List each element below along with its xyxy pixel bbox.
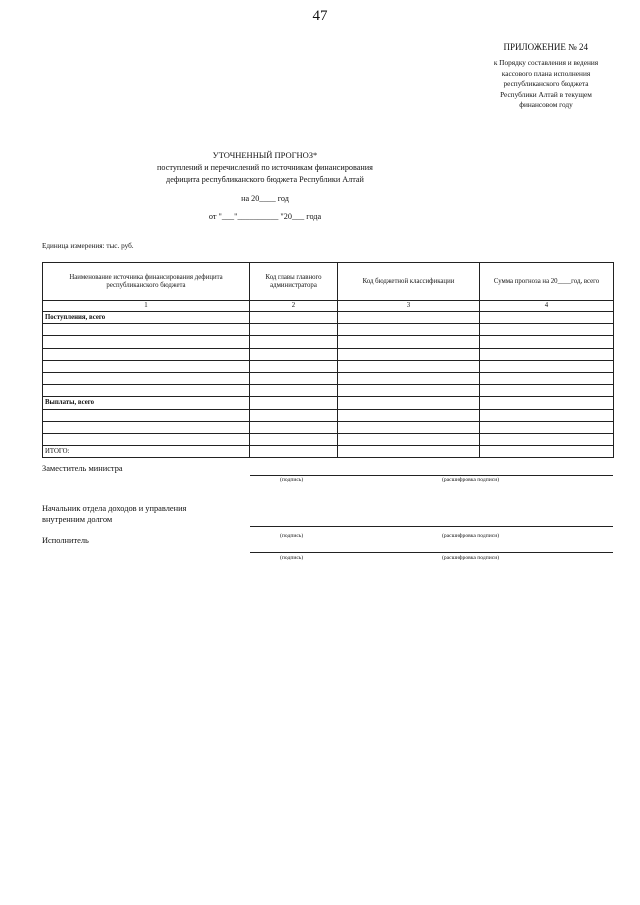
- signature-caption: (подпись): [280, 533, 304, 539]
- page-number: 47: [312, 8, 328, 24]
- table-row: [43, 421, 614, 433]
- table-row: [43, 397, 614, 409]
- appendix-line: к Порядку составления и ведения: [493, 58, 599, 67]
- table-row: [43, 385, 614, 397]
- appendix-title: ПРИЛОЖЕНИЕ № 24: [503, 42, 588, 52]
- appendix-note: [480, 58, 612, 111]
- appendix-line: республиканского бюджета: [503, 79, 589, 88]
- table-row: [43, 433, 614, 445]
- signature-line[interactable]: [250, 526, 613, 527]
- table-row: [43, 409, 614, 421]
- form-header: [140, 149, 390, 224]
- table-row: [43, 312, 614, 324]
- section-receipts: Поступления, всего: [43, 312, 250, 324]
- signature-caption: (подпись): [280, 477, 304, 483]
- decoding-caption: (расшифровка подписи): [442, 477, 500, 483]
- forecast-table: [42, 262, 614, 458]
- table-row: [43, 372, 614, 384]
- column-number: 3: [338, 301, 480, 312]
- table-row: [43, 360, 614, 372]
- column-number: 4: [480, 301, 614, 312]
- head-line: Начальник отдела доходов и управления: [42, 504, 187, 513]
- column-header: Код бюджетной классификации: [338, 263, 480, 301]
- decoding-caption: (расшифровка подписи): [442, 533, 500, 539]
- form-title: УТОЧНЕННЫЙ ПРОГНОЗ*: [212, 150, 318, 160]
- form-subtitle: поступлений и перечислений по источникам финансирования: [157, 162, 373, 172]
- year-line: на 20____ год: [241, 193, 289, 203]
- appendix-line: Республики Алтай в текущем: [500, 89, 592, 99]
- total-label: ИТОГО:: [43, 446, 250, 458]
- appendix-line: финансовом году: [519, 100, 573, 109]
- executor-label: Исполнитель: [42, 536, 89, 545]
- signature-line[interactable]: [250, 552, 613, 553]
- column-number: 2: [250, 301, 338, 312]
- signature-caption: (подпись): [280, 555, 304, 561]
- column-header: Сумма прогноза на 20____год, всего: [480, 263, 614, 301]
- column-header: Наименование источника финансирования дефицита республиканского бюджета: [43, 263, 250, 301]
- date-line: от "___"__________ "20___ года: [208, 212, 322, 221]
- signature-line[interactable]: [250, 475, 613, 476]
- column-number-row: [43, 301, 614, 312]
- table-row: [43, 446, 614, 458]
- column-number: 1: [43, 301, 250, 312]
- table-row: [43, 348, 614, 360]
- head-line: внутренним долгом: [42, 515, 113, 524]
- section-payments: Выплаты, всего: [43, 397, 250, 409]
- table-header-row: [43, 263, 614, 301]
- column-header: Код главы главного администратора: [250, 263, 338, 301]
- decoding-caption: (расшифровка подписи): [442, 555, 500, 561]
- table-row: [43, 336, 614, 348]
- table-row: [43, 324, 614, 336]
- appendix-line: кассового плана исполнения: [501, 68, 591, 78]
- head-of-department-label: [42, 503, 186, 525]
- deputy-minister-label: Заместитель министра: [42, 464, 123, 473]
- unit-of-measure: Единица измерения: тыс. руб.: [42, 242, 134, 250]
- form-subtitle: дефицита республиканского бюджета Республики Алтай: [166, 175, 364, 184]
